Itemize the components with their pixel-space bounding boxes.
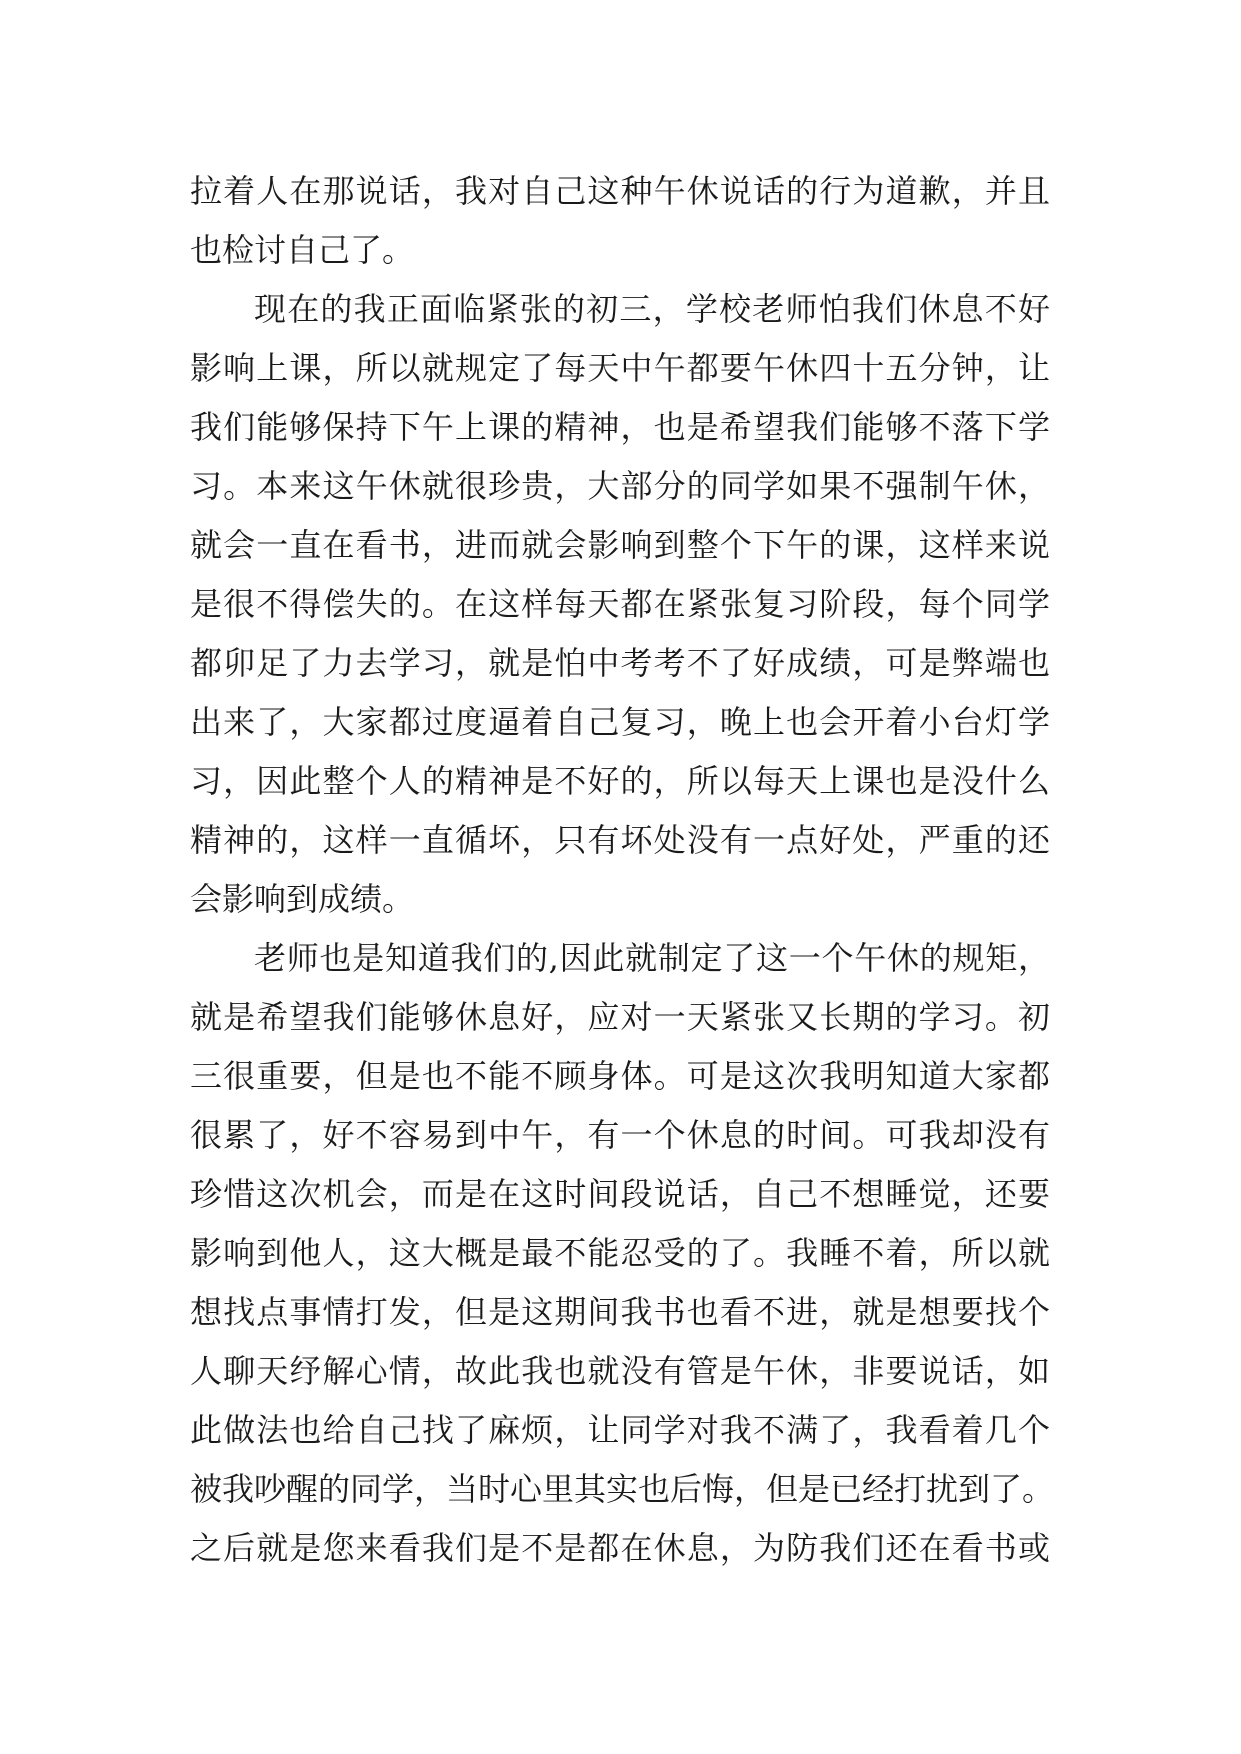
text-line: 人聊天纾解心情，故此我也就没有管是午休，非要说话，如 [190,1352,1050,1390]
text-line: 拉着人在那说话，我对自己这种午休说话的行为道歉，并且 [190,172,1050,210]
paragraph-start-line: 老师也是知道我们的,因此就制定了这一个午休的规矩， [254,939,1050,977]
text-line: 此做法也给自己找了麻烦，让同学对我不满了，我看着几个 [190,1411,1050,1449]
text-line: 就是希望我们能够休息好，应对一天紧张又长期的学习。初 [190,998,1050,1036]
paragraph-start-line: 现在的我正面临紧张的初三，学校老师怕我们休息不好 [254,290,1050,328]
text-line: 我们能够保持下午上课的精神，也是希望我们能够不落下学 [190,408,1050,446]
text-line: 也检讨自己了。 [190,231,415,269]
text-line: 影响到他人，这大概是最不能忍受的了。我睡不着，所以就 [190,1234,1050,1272]
text-line: 很累了，好不容易到中午，有一个休息的时间。可我却没有 [190,1116,1050,1154]
text-line: 珍惜这次机会，而是在这时间段说话，自己不想睡觉，还要 [190,1175,1050,1213]
body-text [190,162,1055,1578]
text-line: 之后就是您来看我们是不是都在休息，为防我们还在看书或 [190,1529,1050,1567]
text-line: 精神的，这样一直循坏，只有坏处没有一点好处，严重的还 [190,821,1050,859]
text-line: 出来了，大家都过度逼着自己复习，晚上也会开着小台灯学 [190,703,1050,741]
text-line: 是很不得偿失的。在这样每天都在紧张复习阶段，每个同学 [190,585,1050,623]
text-line: 习。本来这午休就很珍贵，大部分的同学如果不强制午休， [190,467,1050,505]
text-line: 习，因此整个人的精神是不好的，所以每天上课也是没什么 [190,762,1050,800]
text-line: 想找点事情打发，但是这期间我书也看不进，就是想要找个 [190,1293,1050,1331]
text-line: 被我吵醒的同学，当时心里其实也后悔，但是已经打扰到了。 [190,1470,1055,1508]
text-line: 三很重要，但是也不能不顾身体。可是这次我明知道大家都 [190,1057,1050,1095]
text-line: 会影响到成绩。 [190,880,415,918]
text-line: 就会一直在看书，进而就会影响到整个下午的课，这样来说 [190,526,1050,564]
text-line: 都卯足了力去学习，就是怕中考考不了好成绩，可是弊端也 [190,644,1050,682]
text-line: 影响上课，所以就规定了每天中午都要午休四十五分钟，让 [190,349,1050,387]
